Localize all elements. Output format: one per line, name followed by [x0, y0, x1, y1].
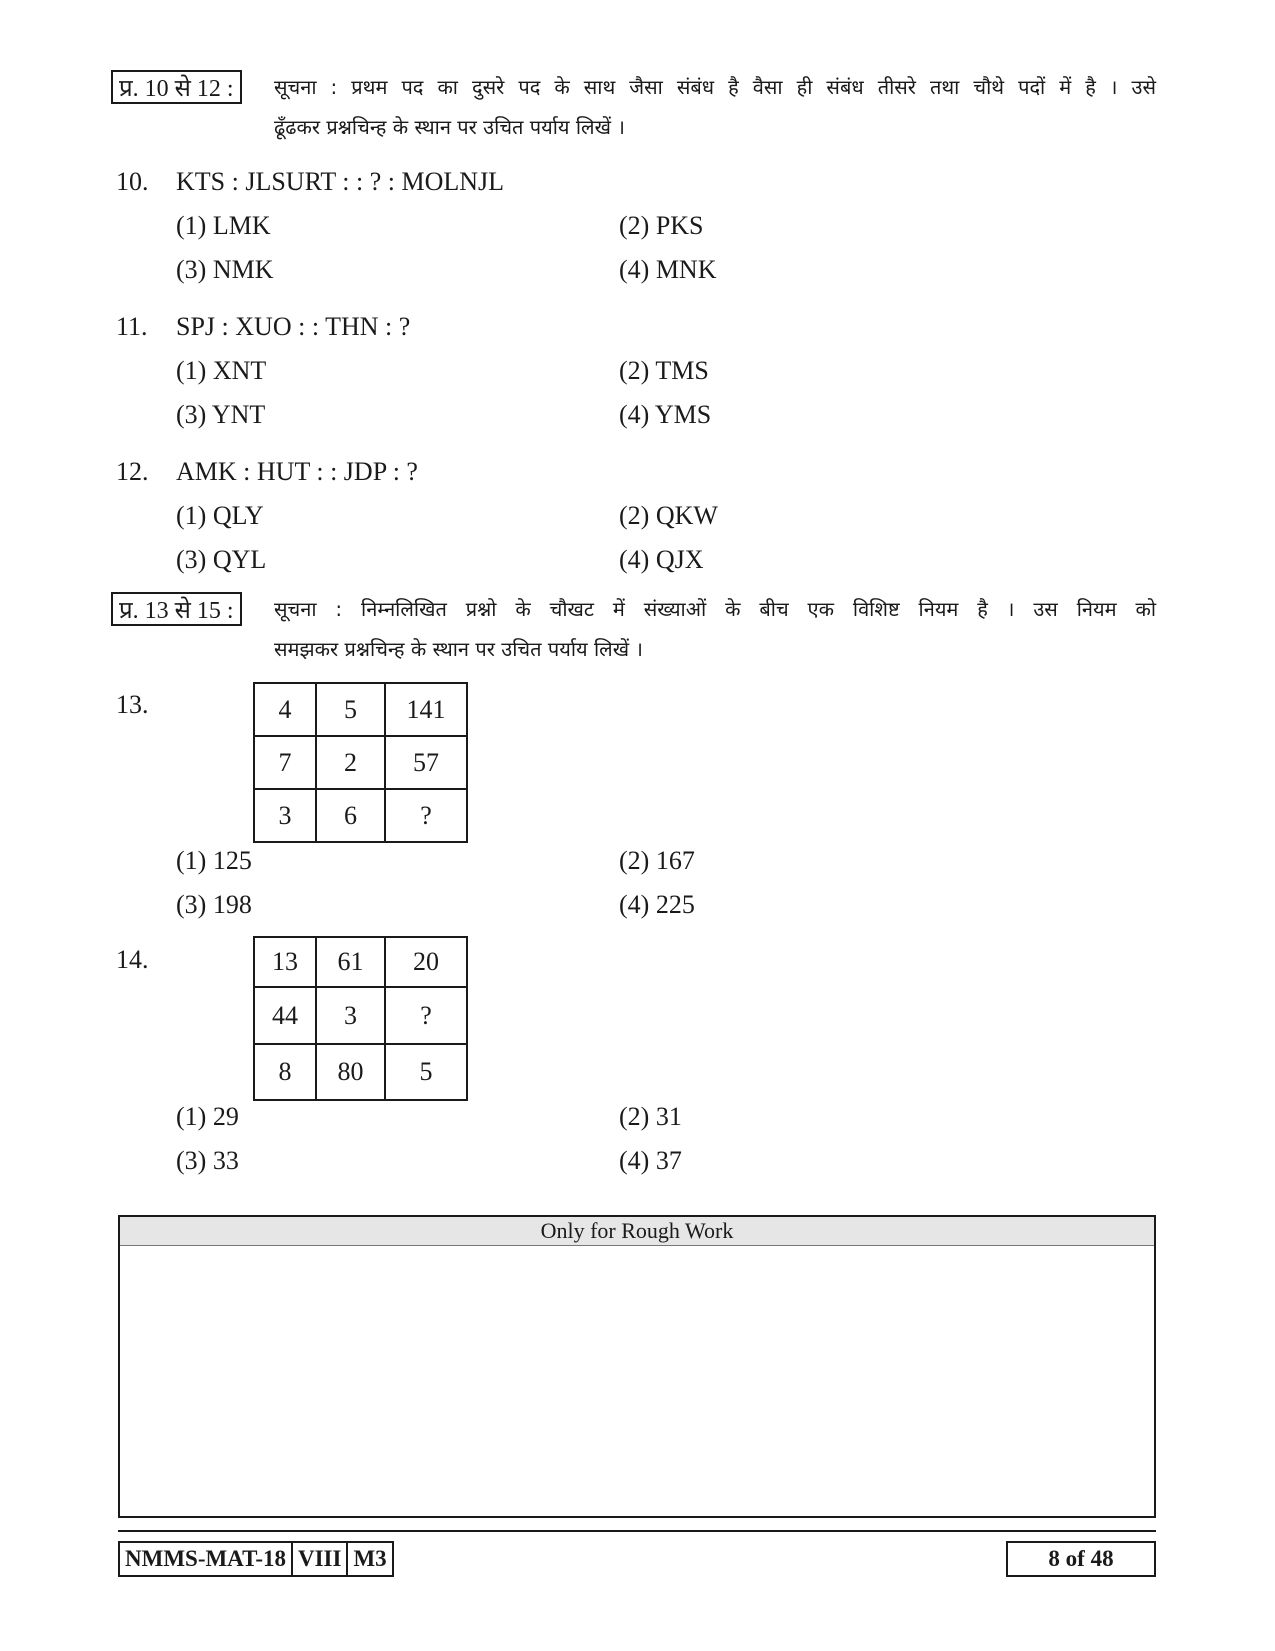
grid-cell: 20: [385, 937, 467, 987]
grid-cell: 57: [385, 736, 467, 789]
instruction-line-1: सूचना : निम्नलिखित प्रश्नो के चौखट में संख्याओं के बीच एक विशिष्ट नियम है । उस नियम को: [274, 597, 1156, 621]
question-number: 10.: [116, 167, 149, 196]
grid-cell: 3: [316, 987, 385, 1044]
q10-option-3[interactable]: (3) NMK: [176, 255, 274, 284]
q12-option-1[interactable]: (1) QLY: [176, 501, 264, 530]
grid-cell: 8: [254, 1044, 316, 1100]
instruction-line-1: सूचना : प्रथम पद का दुसरे पद के साथ जैसा संबंध है वैसा ही संबंध तीसरे तथा चौथे पदों में है । उसे: [274, 75, 1156, 99]
q12-option-3[interactable]: (3) QYL: [176, 545, 267, 574]
grid-cell: 141: [385, 683, 467, 736]
q13-option-1[interactable]: (1) 125: [176, 846, 252, 875]
q12-option-2[interactable]: (2) QKW: [619, 501, 718, 530]
q11-option-3[interactable]: (3) YNT: [176, 400, 266, 429]
section-instruction-10-12: [274, 67, 1156, 147]
instruction-line-2: ढूँढकर प्रश्नचिन्ह के स्थान पर उचित पर्याय लिखें ।: [274, 115, 625, 139]
grid-cell: ?: [385, 789, 467, 842]
footer-code-box: [118, 1541, 394, 1577]
question-12-text: AMK : HUT : : JDP : ?: [176, 457, 418, 486]
question-10-text: KTS : JLSURT : : ? : MOLNJL: [176, 167, 505, 196]
section-tag-13-15: प्र. 13 से 15 :: [111, 592, 242, 626]
grid-cell: 5: [385, 1044, 467, 1100]
q14-option-3[interactable]: (3) 33: [176, 1146, 239, 1175]
grid-cell: 2: [316, 736, 385, 789]
grid-cell: 5: [316, 683, 385, 736]
q13-option-4[interactable]: (4) 225: [619, 890, 695, 919]
page-number: 8 of 48: [1048, 1546, 1114, 1571]
rough-work-box: [118, 1215, 1156, 1518]
grid-cell: 4: [254, 683, 316, 736]
q10-option-1[interactable]: (1) LMK: [176, 211, 271, 240]
q10-option-2[interactable]: (2) PKS: [619, 211, 704, 240]
section-tag-10-12: प्र. 10 से 12 :: [111, 70, 242, 104]
q14-option-4[interactable]: (4) 37: [619, 1146, 682, 1175]
footer-set: M3: [346, 1543, 391, 1575]
q10-option-4[interactable]: (4) MNK: [619, 255, 717, 284]
section-instruction-13-15: [274, 589, 1156, 669]
question-number: 12.: [116, 457, 149, 486]
q11-option-2[interactable]: (2) TMS: [619, 356, 709, 385]
question-number: 14.: [116, 945, 149, 974]
q14-option-2[interactable]: (2) 31: [619, 1102, 682, 1131]
q13-option-3[interactable]: (3) 198: [176, 890, 252, 919]
grid-cell: 44: [254, 987, 316, 1044]
q14-number-grid: [253, 936, 468, 1101]
grid-cell: 61: [316, 937, 385, 987]
question-number: 13.: [116, 690, 149, 719]
grid-cell: 80: [316, 1044, 385, 1100]
footer-exam-code: NMMS-MAT-18: [125, 1546, 286, 1571]
footer-page-box: [1006, 1541, 1156, 1577]
q11-option-4[interactable]: (4) YMS: [619, 400, 712, 429]
q13-option-2[interactable]: (2) 167: [619, 846, 695, 875]
grid-cell: 3: [254, 789, 316, 842]
q13-number-grid: [253, 682, 468, 843]
instruction-line-2: समझकर प्रश्नचिन्ह के स्थान पर उचित पर्याय लिखें ।: [274, 637, 643, 661]
rough-work-label: Only for Rough Work: [120, 1217, 1154, 1246]
q11-option-1[interactable]: (1) XNT: [176, 356, 267, 385]
grid-cell: 6: [316, 789, 385, 842]
footer-class: VIII: [291, 1543, 346, 1575]
grid-cell: ?: [385, 987, 467, 1044]
question-11-text: SPJ : XUO : : THN : ?: [176, 312, 411, 341]
grid-cell: 13: [254, 937, 316, 987]
footer-divider: [118, 1530, 1156, 1532]
question-number: 11.: [116, 312, 148, 341]
q14-option-1[interactable]: (1) 29: [176, 1102, 239, 1131]
grid-cell: 7: [254, 736, 316, 789]
q12-option-4[interactable]: (4) QJX: [619, 545, 704, 574]
